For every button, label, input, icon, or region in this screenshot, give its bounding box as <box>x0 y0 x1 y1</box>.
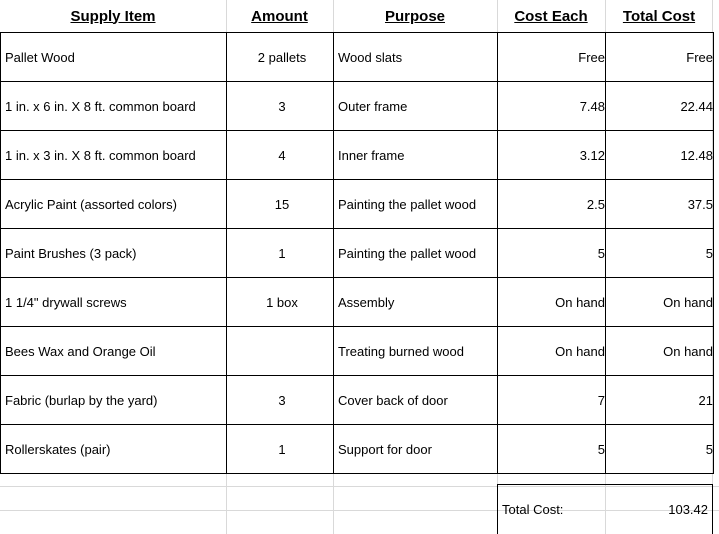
cell-supply-item[interactable]: Acrylic Paint (assorted colors) <box>1 180 227 229</box>
cell-amount[interactable] <box>227 327 334 376</box>
cell-total-cost[interactable]: 37.5 <box>606 180 714 229</box>
total-cost-row <box>497 484 713 534</box>
cell-purpose[interactable]: Cover back of door <box>334 376 498 425</box>
cell-cost-each[interactable]: 5 <box>498 229 606 278</box>
header-purpose: Purpose <box>384 7 445 25</box>
table-row <box>1 327 714 376</box>
cell-total-cost[interactable]: 22.44 <box>606 82 714 131</box>
cell-cost-each[interactable]: 3.12 <box>498 131 606 180</box>
table-row <box>1 131 714 180</box>
cell-purpose[interactable]: Inner frame <box>334 131 498 180</box>
cell-amount[interactable]: 1 <box>227 229 334 278</box>
total-cost-value: 103.42 <box>668 502 708 517</box>
cell-total-cost[interactable]: 12.48 <box>606 131 714 180</box>
cell-supply-item[interactable]: 1 in. x 3 in. X 8 ft. common board <box>1 131 227 180</box>
table-row <box>1 376 714 425</box>
cell-supply-item[interactable]: 1 1/4" drywall screws <box>1 278 227 327</box>
cell-amount[interactable]: 1 box <box>227 278 334 327</box>
table-row <box>1 278 714 327</box>
cell-amount[interactable]: 4 <box>227 131 334 180</box>
header-total-cost: Total Cost <box>622 7 696 25</box>
cell-cost-each[interactable]: 2.5 <box>498 180 606 229</box>
header-supply-item: Supply Item <box>70 7 156 25</box>
cell-purpose[interactable]: Assembly <box>334 278 498 327</box>
table-row <box>1 82 714 131</box>
cell-purpose[interactable]: Support for door <box>334 425 498 474</box>
cell-supply-item[interactable]: Bees Wax and Orange Oil <box>1 327 227 376</box>
cell-cost-each[interactable]: On hand <box>498 278 606 327</box>
supply-table <box>0 32 714 474</box>
cell-amount[interactable]: 3 <box>227 376 334 425</box>
cell-purpose[interactable]: Wood slats <box>334 33 498 82</box>
cell-purpose[interactable]: Painting the pallet wood <box>334 180 498 229</box>
cell-cost-each[interactable]: On hand <box>498 327 606 376</box>
cell-total-cost[interactable]: 5 <box>606 425 714 474</box>
header-amount: Amount <box>251 7 308 25</box>
cell-amount[interactable]: 3 <box>227 82 334 131</box>
cell-supply-item[interactable]: 1 in. x 6 in. X 8 ft. common board <box>1 82 227 131</box>
cell-supply-item[interactable]: Rollerskates (pair) <box>1 425 227 474</box>
cell-total-cost[interactable]: On hand <box>606 327 714 376</box>
cell-cost-each[interactable]: 7 <box>498 376 606 425</box>
cell-total-cost[interactable]: 21 <box>606 376 714 425</box>
table-row <box>1 229 714 278</box>
cell-total-cost[interactable]: 5 <box>606 229 714 278</box>
cell-total-cost[interactable]: Free <box>606 33 714 82</box>
cell-supply-item[interactable]: Pallet Wood <box>1 33 227 82</box>
cell-amount[interactable]: 1 <box>227 425 334 474</box>
table-row <box>1 425 714 474</box>
cell-amount[interactable]: 2 pallets <box>227 33 334 82</box>
cell-supply-item[interactable]: Paint Brushes (3 pack) <box>1 229 227 278</box>
cell-cost-each[interactable]: 5 <box>498 425 606 474</box>
cell-supply-item[interactable]: Fabric (burlap by the yard) <box>1 376 227 425</box>
header-cost-each: Cost Each <box>514 7 588 25</box>
table-row <box>1 33 714 82</box>
cell-amount[interactable]: 15 <box>227 180 334 229</box>
cell-total-cost[interactable]: On hand <box>606 278 714 327</box>
cell-purpose[interactable]: Painting the pallet wood <box>334 229 498 278</box>
cell-purpose[interactable]: Outer frame <box>334 82 498 131</box>
cell-cost-each[interactable]: 7.48 <box>498 82 606 131</box>
total-cost-label: Total Cost: <box>502 502 564 517</box>
cell-purpose[interactable]: Treating burned wood <box>334 327 498 376</box>
cell-cost-each[interactable]: Free <box>498 33 606 82</box>
table-row <box>1 180 714 229</box>
